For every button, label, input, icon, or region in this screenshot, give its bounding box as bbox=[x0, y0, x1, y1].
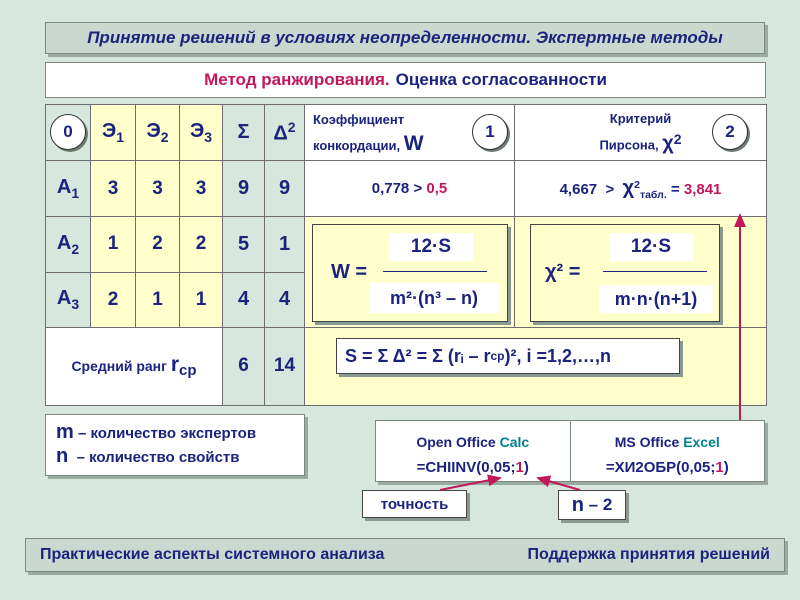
chi-fraction-line bbox=[603, 271, 707, 272]
expert-header-3: $Э_3$ bbox=[180, 105, 223, 161]
pearson-header: Критерий Пирсона, $\chi^2$ bbox=[515, 105, 767, 161]
chi-formula bbox=[530, 224, 720, 322]
sum-header: Σ bbox=[223, 105, 265, 161]
rank-cell: 3 bbox=[180, 161, 223, 217]
subtitle-bar bbox=[45, 62, 766, 98]
row-label-a3: $А_3$ bbox=[46, 272, 91, 327]
w-result: 0,778 > 0,5 bbox=[305, 161, 515, 217]
sum-cell: 4 bbox=[223, 272, 265, 327]
kendall-header: Коэффициент конкордации, W bbox=[305, 105, 515, 161]
sum-cell: 5 bbox=[223, 217, 265, 272]
delta-cell: 1 bbox=[265, 217, 305, 272]
n-minus-2-tag: n – 2 bbox=[558, 490, 626, 520]
subtitle-method: Метод ранжирования. bbox=[204, 70, 390, 89]
office-functions bbox=[375, 420, 765, 482]
chi-result: $4,667 > \chi^2_{табл.} = 3,841$ bbox=[515, 161, 767, 217]
s-formula: S = Σ Δ² = Σ (rᵢ – r ср )², i =1,2,…,n bbox=[336, 338, 680, 374]
legend-n: n – количество свойств bbox=[56, 445, 240, 467]
expert-header-2: $Э_2$ bbox=[136, 105, 180, 161]
w-formula-lhs: W = bbox=[331, 261, 368, 283]
delta-cell: 9 bbox=[265, 161, 305, 217]
rank-cell: 1 bbox=[180, 272, 223, 327]
w-numerator: 12·S bbox=[389, 233, 473, 261]
rank-cell: 1 bbox=[91, 217, 136, 272]
rank-cell: 3 bbox=[136, 161, 180, 217]
w-denominator: m²·(n³ – n) bbox=[369, 283, 499, 313]
mean-rank-label: Средний ранг $r_{ср}$ bbox=[46, 327, 223, 405]
rank-cell: 2 bbox=[180, 217, 223, 272]
excel-function: MS Office Excel =ХИ2ОБР(0,05;1) bbox=[570, 421, 765, 481]
chi-formula-lhs: χ² = bbox=[545, 261, 581, 283]
legend-m: m – количество экспертов bbox=[56, 421, 257, 443]
footer-right: Поддержка принятия решений bbox=[527, 546, 770, 563]
badge-2: 2 bbox=[712, 114, 748, 150]
footer-banner bbox=[25, 538, 785, 572]
rank-cell: 1 bbox=[136, 272, 180, 327]
mean-delta-cell: 14 bbox=[265, 327, 305, 405]
row-label-a1: $А_1$ bbox=[46, 161, 91, 217]
mean-sum-cell: 6 bbox=[223, 327, 265, 405]
subtitle-topic: Оценка согласованности bbox=[395, 70, 607, 89]
footer-left: Практические аспекты системного анализа bbox=[40, 546, 385, 563]
page-title: Принятие решений в условиях неопределенности. Экспертные методы bbox=[87, 28, 723, 47]
sum-cell: 9 bbox=[223, 161, 265, 217]
rank-cell: 3 bbox=[91, 161, 136, 217]
w-fraction-line bbox=[383, 271, 487, 272]
delta-cell: 4 bbox=[265, 272, 305, 327]
calc-function: Open Office Calc =CHIINV(0,05;1) bbox=[416, 434, 530, 476]
w-formula bbox=[312, 224, 508, 322]
badge-1: 1 bbox=[472, 114, 508, 150]
row-label-a2: $А_2$ bbox=[46, 217, 91, 272]
header-banner bbox=[45, 22, 765, 54]
badge-0: 0 bbox=[50, 114, 86, 150]
rank-cell: 2 bbox=[136, 217, 180, 272]
accuracy-tag: точность bbox=[362, 490, 467, 518]
legend-box bbox=[45, 414, 305, 476]
chi-numerator: 12·S bbox=[609, 233, 693, 261]
expert-header-1: $Э_1$ bbox=[91, 105, 136, 161]
chi-denominator: m·n·(n+1) bbox=[599, 285, 713, 313]
delta-sq-header: $\Delta^2$ bbox=[265, 105, 305, 161]
rank-cell: 2 bbox=[91, 272, 136, 327]
